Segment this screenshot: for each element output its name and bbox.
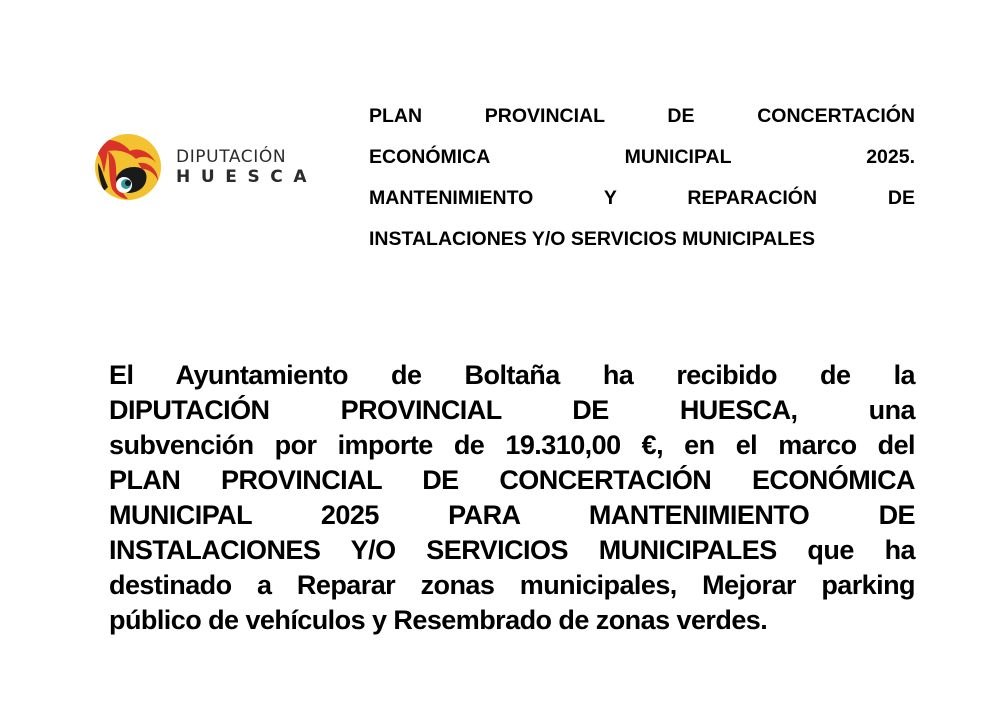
paragraph-line: INSTALACIONES Y/O SERVICIOS MUNICIPALES que ha <box>109 535 915 565</box>
title-line: ECONÓMICA MUNICIPAL 2025. <box>369 146 915 168</box>
title-line: PLAN PROVINCIAL DE CONCERTACIÓN <box>369 105 915 127</box>
diputacion-huesca-logo <box>94 131 318 203</box>
document-title <box>369 96 915 260</box>
paragraph-line: destinado a Reparar zonas municipales, Mejorar parking <box>109 570 915 600</box>
paragraph-line: PLAN PROVINCIAL DE CONCERTACIÓN ECONÓMICA <box>109 465 915 495</box>
paragraph-line: MUNICIPAL 2025 PARA MANTENIMIENTO DE <box>109 500 915 530</box>
paragraph-line: subvención por importe de 19.310,00 €, en el marco del <box>109 430 915 460</box>
logo-wordmark <box>176 147 317 187</box>
logo-line-huesca: HUESCA <box>176 167 318 187</box>
subsidy-notice-paragraph <box>109 358 915 638</box>
paragraph-line: DIPUTACIÓN PROVINCIAL DE HUESCA, una <box>109 395 915 425</box>
logo-emblem-icon <box>94 133 162 201</box>
logo-line-diputacion: DIPUTACIÓN <box>176 147 287 167</box>
title-line: MANTENIMIENTO Y REPARACIÓN DE <box>369 187 915 209</box>
paragraph-line: El Ayuntamiento de Boltaña ha recibido de la <box>109 360 915 390</box>
paragraph-line: público de vehículos y Resembrado de zonas verdes. <box>109 605 768 635</box>
title-line: INSTALACIONES Y/O SERVICIOS MUNICIPALES <box>369 228 816 250</box>
